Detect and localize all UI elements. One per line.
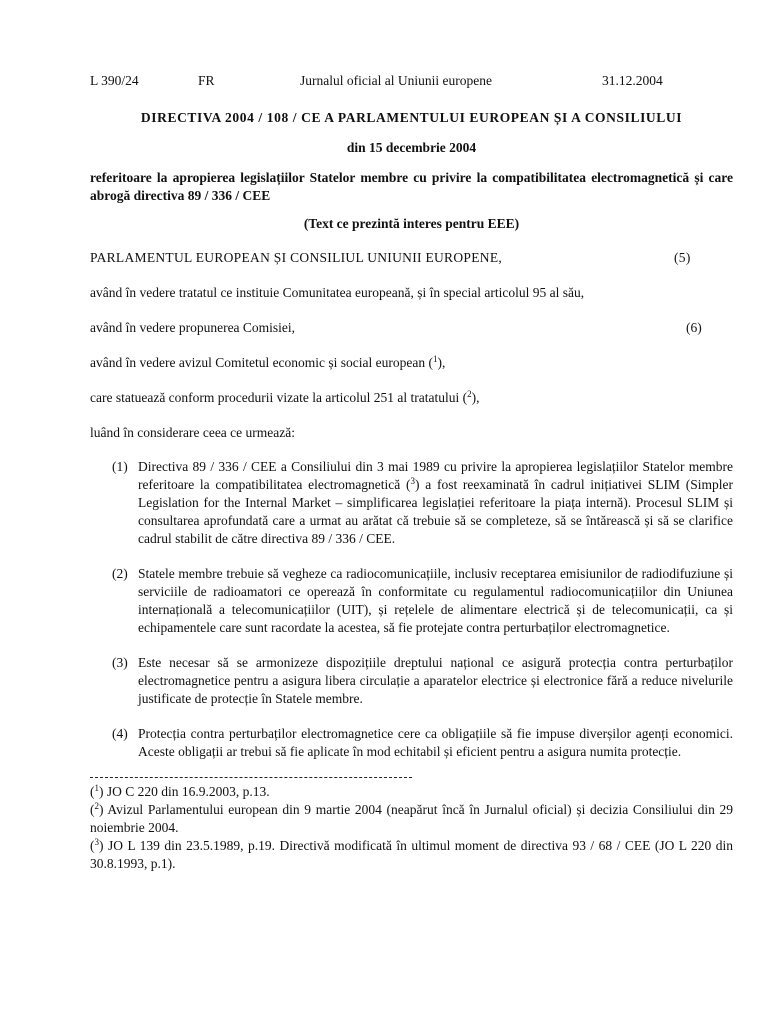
citation-text: care statuează conform procedurii vizate la articolul 251 al tratatului ( xyxy=(90,390,468,405)
footnote-text: Avizul Parlamentului european din 9 martie 2004 (neapărut încă în Jurnalul oficial) și decizia Consiliului din 29 noiembrie 2004. xyxy=(90,802,733,835)
footnote-marker: 3 xyxy=(94,837,99,847)
directive-subject: referitoare la apropierea legislațiilor Statelor membre cu privire la compatibilitatea electromagnetică și care abrogă directiva 89 / 336 / CEE xyxy=(90,170,733,203)
recital-item xyxy=(90,654,733,708)
footnote-marker: 1 xyxy=(94,783,99,793)
directive-title: DIRECTIVA 2004 / 108 / CE A PARLAMENTULUI EUROPEAN ȘI A CONSILIULUI xyxy=(140,110,683,125)
recital-number: (4) xyxy=(112,726,128,741)
footnote-reference[interactable]: 1 xyxy=(433,354,438,364)
footnote-reference[interactable]: 2 xyxy=(467,389,472,399)
enacting-authority xyxy=(90,249,733,267)
footnote-separator xyxy=(90,777,412,778)
journal-header xyxy=(90,72,733,90)
recital-text: Protecția contra perturbaților electromagnetice cere ca obligațiile să fie impuse diverșilor agenți economici. Aceste obligații ar trebui să fie aplicate în mod echitabil și eficient pentru a asigura numita protecție. xyxy=(138,726,733,759)
journal-title: Jurnalul oficial al Uniunii europene xyxy=(300,73,492,88)
recital-item xyxy=(90,565,733,637)
document-page xyxy=(90,72,733,873)
preamble-citation xyxy=(90,354,733,372)
footnote: ($^1$) JO C 220 din 16.9.2003, p.13. xyxy=(90,783,270,799)
citation-text: având în vedere avizul Comitetul economic și social european ( xyxy=(90,355,434,370)
footnote-text: JO L 139 din 23.5.1989, p.19. Directivă modificată în ultimul moment de directiva 93 / 68 / CEE (JO L 220 din 30.8.1993, p.1). xyxy=(90,838,733,871)
recital-text-start: Directiva 89 / 336 / CEE a Consiliului din 3 mai 1989 cu privire la apropierea legislațiilor Statelor membre referitoare la compatibilitatea electromagnetică ( xyxy=(138,459,733,492)
recital-text-end: ) a fost reexaminată în cadrul inițiativei SLIM (Simpler Legislation for the Internal Market – simplificarea legislației referitoare la piața internă). Procesul SLIM și consultarea aprofundată care a urmat au arătat că trebuie să se completeze, să se întărească și să se clarifice cadrul stabilit de către directiva 89 / 336 / CEE. xyxy=(138,477,733,546)
page-reference: L 390/24 xyxy=(90,73,139,88)
footnotes xyxy=(90,783,733,873)
language-code: FR xyxy=(198,73,215,88)
recital-text: Este necesar să se armonizeze dispozițiile dreptului național ce asigură protecția contra perturbaților electromagnetice pentru a asigura libera circulație a aparatelor electrice și electronice fără a reduce nivelurile justificate de protecție în Statele membre. xyxy=(138,655,733,706)
enacting-authority-text: PARLAMENTUL EUROPEAN ȘI CONSILIUL UNIUNII EUROPENE, xyxy=(90,250,503,265)
citation-text-end: ), xyxy=(471,390,480,405)
preamble-citation xyxy=(90,424,733,442)
preamble-citation xyxy=(90,284,733,302)
footnote: ($^2$) Avizul Parlamentului european din 9 martie 2004 (neapărut încă în Jurnalul oficial) și decizia Consiliului din 29 noiembrie 2004. xyxy=(90,801,733,835)
footnote: ($^3$) JO L 139 din 23.5.1989, p.19. Directivă modificată în ultimul moment de directiva 93 / 68 / CEE (JO L 220 din 30.8.1993, p.1). xyxy=(90,837,733,871)
footnote-marker: 2 xyxy=(94,801,99,811)
footnote-text: JO C 220 din 16.9.2003, p.13. xyxy=(103,784,270,799)
margin-note: (6) xyxy=(686,320,702,335)
eee-relevance-note: (Text ce prezintă interes pentru EEE) xyxy=(303,216,520,231)
citation-text: luând în considerare ceea ce urmează: xyxy=(90,425,295,440)
publication-date: 31.12.2004 xyxy=(602,73,663,88)
citation-text: având în vedere propunerea Comisiei, xyxy=(90,320,296,335)
recital-text xyxy=(138,458,733,548)
citation-text: având în vedere tratatul ce instituie Comunitatea europeană, și în special articolul 95 al său, xyxy=(90,285,585,300)
recitals-list xyxy=(90,458,733,761)
citation-text-end: ), xyxy=(437,355,446,370)
margin-note: (5) xyxy=(674,250,691,265)
recital-number: (1) xyxy=(112,459,128,474)
recital-text: Statele membre trebuie să vegheze ca radiocomunicațiile, inclusiv receptarea emisiunilor de radiodifuziune și serviciile de radioamatori ce operează în conformitate cu regulamentul radiocomunicațiilor din Uniunea internațională a telecomunicațiilor (UIT), și rețelele de alimentare electrică și de telecomunicații, ca și echipamentele care sunt racordate la acestea, să fie protejate contra perturbaților electromagnetice. xyxy=(138,566,733,635)
recital-item xyxy=(90,458,733,548)
footnote-reference[interactable]: 3 xyxy=(410,476,416,486)
recital-item xyxy=(90,725,733,761)
recital-number: (2) xyxy=(112,566,128,581)
recital-number: (3) xyxy=(112,655,128,670)
directive-date: din 15 decembrie 2004 xyxy=(346,140,477,155)
preamble-citation xyxy=(90,389,733,407)
preamble-citation xyxy=(90,319,733,337)
